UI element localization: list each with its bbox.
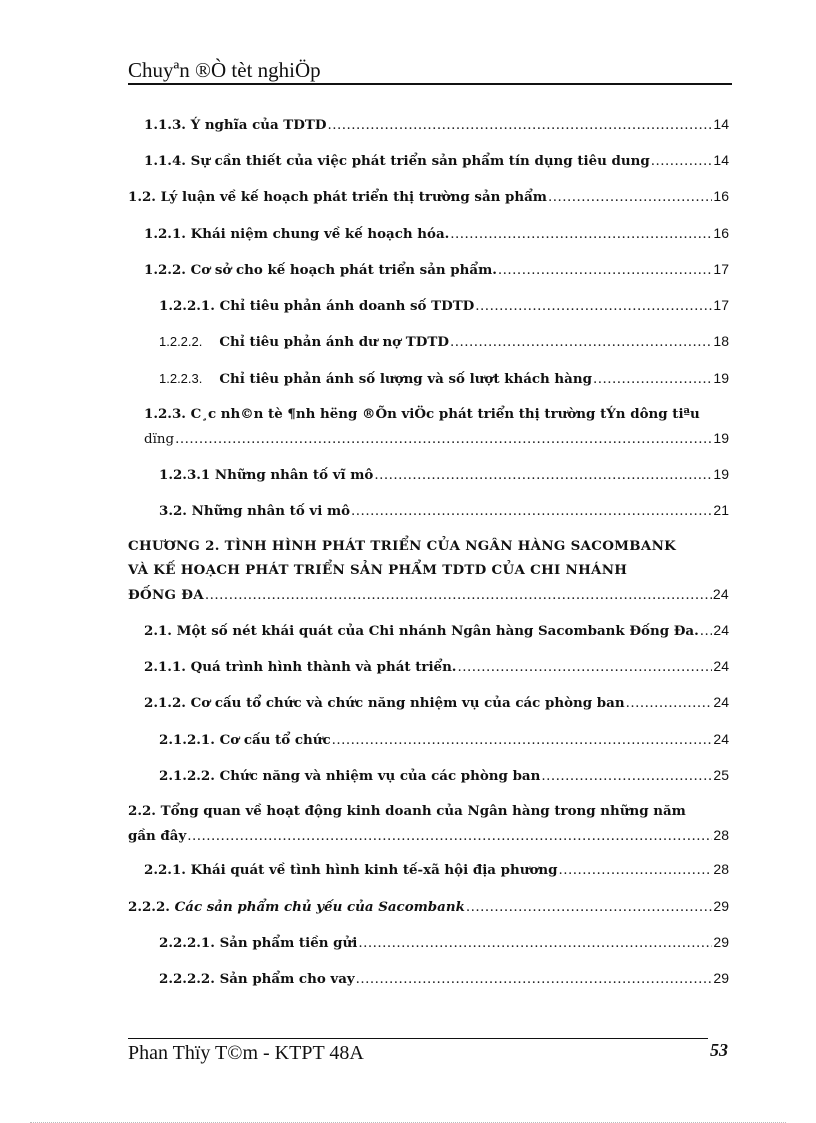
toc-entry-label: 3.2. Những nhân tố vi mô: [159, 503, 351, 519]
toc-entry-label: 2.1. Một số nét khái quát của Chi nhánh Ngân hàng Sacombank Đống Đa.: [144, 623, 699, 639]
toc-entry-label-line1: 1.2.3. C¸c nh©n tè ¶nh hëng ®Õn viÖc phát triển thị trường tÝn dông tiªu: [144, 406, 700, 422]
toc-entry-1-2-2-3[interactable]: [159, 366, 729, 392]
toc-leader-dots: [626, 692, 713, 716]
toc-entry-label: 2.1.2.2. Chức năng và nhiệm vụ của các phòng ban: [159, 768, 541, 784]
toc-leader-dots: [332, 729, 713, 753]
toc-page-number: 29: [713, 970, 729, 986]
toc-entry-1-2-2-2[interactable]: [159, 329, 729, 355]
toc-leader-dots: [700, 620, 713, 644]
toc-leader-dots: [548, 186, 712, 210]
toc-entry-label: 2.1.2.1. Cơ cấu tổ chức: [159, 732, 331, 748]
toc-page-number: 24: [713, 622, 729, 638]
toc-entry-2-1-2-2[interactable]: [159, 763, 729, 789]
toc-chapter-line1: CHƯƠNG 2. TÌNH HÌNH PHÁT TRIỂN CỦA NGÂN HÀNG SACOMBANK: [128, 538, 677, 554]
toc-entry-2-2-2[interactable]: [128, 894, 729, 920]
toc-chapter-line3: ĐỐNG ĐA: [128, 587, 204, 603]
toc-leader-dots: [175, 428, 712, 452]
toc-entry-1-2[interactable]: [128, 184, 729, 210]
toc-entry-label: 1.2.1. Khái niệm chung về kế hoạch hóa.: [144, 226, 450, 242]
toc-entry-2-2-2-1[interactable]: [159, 930, 729, 956]
footer-rule: [128, 1038, 708, 1039]
toc-entry-label: [128, 895, 465, 919]
toc-entry-text: Chỉ tiêu phản ánh số lượng và số lượt khách hàng: [219, 371, 592, 387]
toc-page-number: 29: [713, 898, 729, 914]
toc-leader-dots: [351, 500, 712, 524]
footer-page-number: 53: [710, 1040, 728, 1060]
toc-entry-chapter-2[interactable]: [128, 534, 729, 608]
toc-leader-dots: [356, 968, 713, 992]
toc-page-number: 19: [713, 430, 729, 446]
toc-leader-dots: [358, 932, 712, 956]
toc-page-number: 17: [713, 297, 729, 313]
toc-leader-dots: [450, 331, 712, 355]
toc-leader-dots: [541, 765, 712, 789]
toc-leader-dots: [327, 114, 712, 138]
toc-page-number: 29: [713, 934, 729, 950]
toc-page-number: 24: [713, 658, 729, 674]
toc-leader-dots: [593, 368, 712, 392]
toc-entry-1-2-1[interactable]: [144, 221, 729, 247]
toc-entry-2-1-2[interactable]: [144, 690, 729, 716]
toc-leader-dots: [498, 259, 713, 283]
toc-page-number: 18: [713, 333, 729, 349]
toc-entry-number: 1.2.2.2.: [159, 334, 203, 349]
toc-page-number: 16: [713, 188, 729, 204]
toc-entry-label: 2.2.1. Khái quát về tình hình kinh tế-xã hội địa phương: [144, 862, 558, 878]
toc-page-number: 14: [713, 152, 729, 168]
toc-entry-label: 1.2.2.1. Chỉ tiêu phản ánh doanh số TDTD: [159, 298, 475, 314]
toc-entry-label: 1.1.3. Ý nghĩa của TDTD: [144, 117, 327, 133]
toc-leader-dots: [205, 584, 712, 608]
toc-leader-dots: [374, 464, 712, 488]
toc-entry-label: 1.2. Lý luận về kế hoạch phát triển thị trường sản phẩm: [128, 189, 547, 205]
header-rule: [128, 83, 732, 85]
toc-entry-2-2-1[interactable]: [144, 857, 729, 883]
toc-leader-dots: [475, 295, 712, 319]
toc-page-number: 14: [713, 116, 729, 132]
toc-leader-dots: [457, 656, 712, 680]
toc-entry-2-1-2-1[interactable]: [159, 727, 729, 753]
toc-entry-label-line2: dïng: [144, 432, 175, 447]
toc-leader-dots: [559, 859, 713, 883]
toc-entry-2-2-2-2[interactable]: [159, 966, 729, 992]
toc-page-number: 25: [713, 767, 729, 783]
footer-author: Phan Thïy T©m - KTPT 48A: [128, 1042, 364, 1064]
toc-entry-label-line2: gần đây: [128, 828, 187, 844]
toc-entry-1-2-3-1[interactable]: [159, 462, 729, 488]
toc-entry-label: [159, 330, 449, 354]
toc-leader-dots: [466, 896, 713, 920]
toc-leader-dots: [187, 825, 712, 849]
toc-page-number: 19: [713, 466, 729, 482]
toc-page-number: 24: [713, 694, 729, 710]
toc-page-number: 28: [713, 861, 729, 877]
toc-entry-label: 2.2.2.1. Sản phẩm tiền gửi: [159, 935, 358, 951]
toc-entry-1-1-4[interactable]: [144, 148, 729, 174]
toc-leader-dots: [651, 150, 713, 174]
toc-page-number: 28: [713, 827, 729, 843]
toc-page-number: 24: [713, 731, 729, 747]
toc-entry-3-2[interactable]: [159, 498, 729, 524]
toc-leader-dots: [450, 223, 712, 247]
toc-page-number: 17: [713, 261, 729, 277]
toc-page-number: 16: [713, 225, 729, 241]
toc-entry-1-2-3[interactable]: [144, 402, 729, 452]
toc-entry-text: Chỉ tiêu phản ánh dư nợ TDTD: [219, 334, 449, 350]
toc-entry-label: 1.2.3.1 Những nhân tố vĩ mô: [159, 467, 374, 483]
toc-entry-label: 1.1.4. Sự cần thiết của việc phát triển sản phẩm tín dụng tiêu dung: [144, 153, 650, 169]
toc-chapter-line2: VÀ KẾ HOẠCH PHÁT TRIỂN SẢN PHẨM TDTD CỦA CHI NHÁNH: [128, 562, 628, 578]
toc-entry-2-2[interactable]: [128, 799, 729, 849]
toc-entry-text: Các sản phẩm chủ yếu của Sacombank: [174, 899, 465, 915]
toc-entry-1-1-3[interactable]: [144, 112, 729, 138]
toc-page-number: 21: [713, 502, 729, 518]
toc-entry-label: 2.1.2. Cơ cấu tổ chức và chức năng nhiệm vụ của các phòng ban: [144, 695, 625, 711]
toc-page-number: 19: [713, 370, 729, 386]
toc-entry-label: 1.2.2. Cơ sở cho kế hoạch phát triển sản phẩm.: [144, 262, 497, 278]
toc-entry-1-2-2-1[interactable]: [159, 293, 729, 319]
toc-entry-label: 2.2.2.2. Sản phẩm cho vay: [159, 971, 355, 987]
toc-page-number: 24: [712, 586, 729, 602]
toc-entry-label-line1: 2.2. Tổng quan về hoạt động kinh doanh của Ngân hàng trong những năm: [128, 803, 686, 819]
running-header-title: Chuyªn ®Ò tèt nghiÖp: [128, 58, 321, 82]
toc-entry-2-1-1[interactable]: [144, 654, 729, 680]
toc-entry-label: 2.1.1. Quá trình hình thành và phát triển.: [144, 659, 457, 675]
toc-entry-1-2-2[interactable]: [144, 257, 729, 283]
toc-entry-number: 2.2.2.: [128, 899, 170, 915]
toc-entry-2-1[interactable]: [144, 618, 729, 644]
toc-entry-label: [159, 367, 592, 391]
toc-entry-number: 1.2.2.3.: [159, 371, 203, 386]
